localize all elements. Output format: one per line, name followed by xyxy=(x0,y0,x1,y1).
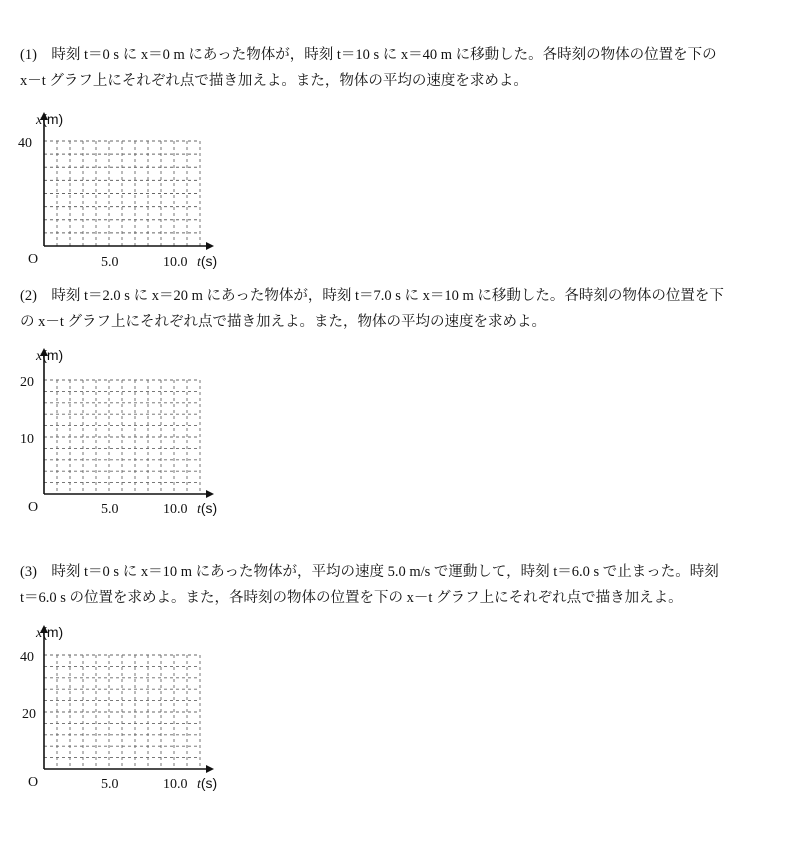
graph-2-ytick-10: 10 xyxy=(20,432,34,447)
graph-2-ytick-20: 20 xyxy=(20,375,34,390)
graph-2-xtick-10: 10.0 xyxy=(163,502,188,517)
graph-3-xlabel: t(s) xyxy=(197,775,218,792)
graph-2-grid xyxy=(44,380,200,494)
graph-3-ylabel: x(m) xyxy=(36,624,64,641)
problem-1-line-1: (1) 時刻 t＝0 s に x＝0 m にあった物体が，時刻 t＝10 s に x＝40 m に移動した。各時刻の物体の位置を下の xyxy=(20,47,717,63)
graph-3-xtick-5: 5.0 xyxy=(101,777,119,792)
graph-3-xtick-10: 10.0 xyxy=(163,777,188,792)
problem-1-line-2: x－t グラフ上にそれぞれ点で描き加えよ。また，物体の平均の速度を求めよ。 xyxy=(20,73,528,89)
graph-2-xlabel: t(s) xyxy=(197,500,218,517)
graph-2-origin: O xyxy=(28,500,39,515)
graph-1-ylabel: x(m) xyxy=(36,111,64,128)
graph-1-xtick-5: 5.0 xyxy=(101,255,119,270)
problem-3-line-2: t＝6.0 s の位置を求めよ。また，各時刻の物体の位置を下の x－t グラフ上にそれぞれ点で描き加えよ。 xyxy=(20,590,683,606)
graph-3-origin: O xyxy=(28,775,39,790)
graph-2 xyxy=(20,347,217,517)
graph-2-ylabel: x(m) xyxy=(36,347,64,364)
graph-2-xtick-5: 5.0 xyxy=(101,502,119,517)
graph-1 xyxy=(18,111,217,270)
graph-1-xtick-10: 10.0 xyxy=(163,255,188,270)
graph-3 xyxy=(20,624,217,792)
graph-1-origin: O xyxy=(28,252,39,267)
graph-1-grid xyxy=(44,141,200,246)
graph-1-xlabel: t(s) xyxy=(197,253,218,270)
problem-2-line-1: (2) 時刻 t＝2.0 s に x＝20 m にあった物体が，時刻 t＝7.0 s に x＝10 m に移動した。各時刻の物体の位置を下 xyxy=(20,288,724,304)
graph-3-grid xyxy=(44,655,200,769)
problem-2-line-2: の x－t グラフ上にそれぞれ点で描き加えよ。また，物体の平均の速度を求めよ。 xyxy=(20,314,547,330)
graph-1-ytick-40: 40 xyxy=(18,136,32,151)
problem-3-line-1: (3) 時刻 t＝0 s に x＝10 m にあった物体が，平均の速度 5.0 m/s で運動して，時刻 t＝6.0 s で止まった。時刻 xyxy=(20,564,719,580)
graph-3-ytick-40: 40 xyxy=(20,650,34,665)
graph-3-ytick-20: 20 xyxy=(22,707,36,722)
